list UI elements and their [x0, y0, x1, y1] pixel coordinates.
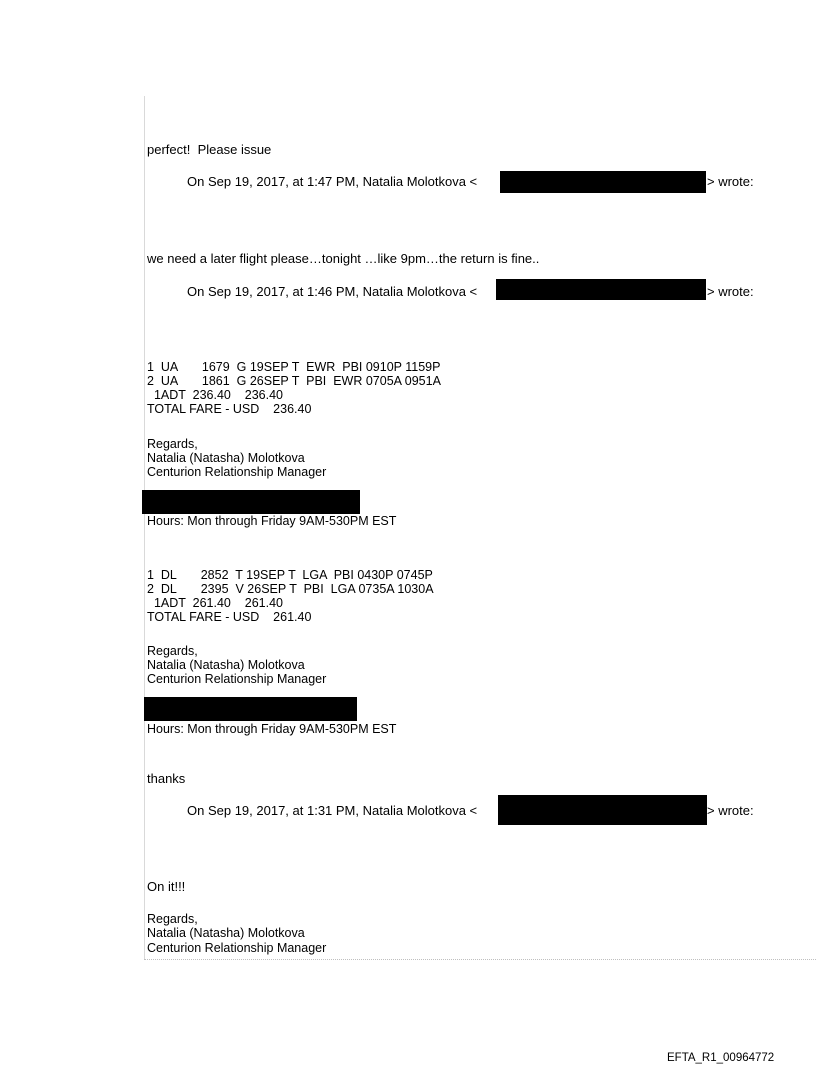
- redacted-email: [496, 279, 706, 300]
- signature-hours: Hours: Mon through Friday 9AM-530PM EST: [147, 722, 397, 736]
- quote-header-suffix: > wrote:: [707, 284, 754, 299]
- redacted-email: [498, 795, 707, 825]
- itinerary-line: 2 DL 2395 V 26SEP T PBI LGA 0735A 1030A: [147, 582, 434, 596]
- quote-header: On Sep 19, 2017, at 1:46 PM, Natalia Molotkova <: [187, 284, 478, 299]
- bates-number: EFTA_R1_00964772: [667, 1052, 775, 1064]
- itinerary-line: 2 UA 1861 G 26SEP T PBI EWR 0705A 0951A: [147, 374, 441, 388]
- quote-margin-line: [144, 96, 145, 960]
- itinerary-fare: 1ADT 261.40 261.40: [147, 596, 283, 610]
- redacted-phone: [144, 697, 357, 721]
- message-body: thanks: [147, 771, 186, 786]
- message-body: we need a later flight please…tonight …like 9pm…the return is fine..: [147, 251, 540, 266]
- message-body: On it!!!: [147, 879, 186, 894]
- signature-name: Natalia (Natasha) Molotkova: [147, 451, 305, 465]
- signature-regards: Regards,: [147, 644, 198, 658]
- page-divider: [144, 959, 816, 960]
- signature-regards: Regards,: [147, 437, 198, 451]
- signature-regards: Regards,: [147, 912, 198, 926]
- redacted-phone: [142, 490, 360, 514]
- quote-header-suffix: > wrote:: [707, 803, 754, 818]
- itinerary-total: TOTAL FARE - USD 261.40: [147, 610, 312, 624]
- itinerary-line: 1 UA 1679 G 19SEP T EWR PBI 0910P 1159P: [147, 360, 441, 374]
- signature-name: Natalia (Natasha) Molotkova: [147, 926, 305, 940]
- redacted-email: [500, 171, 706, 193]
- signature-name: Natalia (Natasha) Molotkova: [147, 658, 305, 672]
- signature-hours: Hours: Mon through Friday 9AM-530PM EST: [147, 514, 397, 528]
- signature-title: Centurion Relationship Manager: [147, 941, 327, 955]
- message-body: perfect! Please issue: [147, 142, 272, 157]
- signature-title: Centurion Relationship Manager: [147, 465, 327, 479]
- signature-title: Centurion Relationship Manager: [147, 672, 327, 686]
- itinerary-line: 1 DL 2852 T 19SEP T LGA PBI 0430P 0745P: [147, 568, 433, 582]
- quote-header: On Sep 19, 2017, at 1:47 PM, Natalia Molotkova <: [187, 174, 478, 189]
- quote-header-suffix: > wrote:: [707, 174, 754, 189]
- itinerary-total: TOTAL FARE - USD 236.40: [147, 402, 312, 416]
- quote-header: On Sep 19, 2017, at 1:31 PM, Natalia Molotkova <: [187, 803, 478, 818]
- itinerary-fare: 1ADT 236.40 236.40: [147, 388, 283, 402]
